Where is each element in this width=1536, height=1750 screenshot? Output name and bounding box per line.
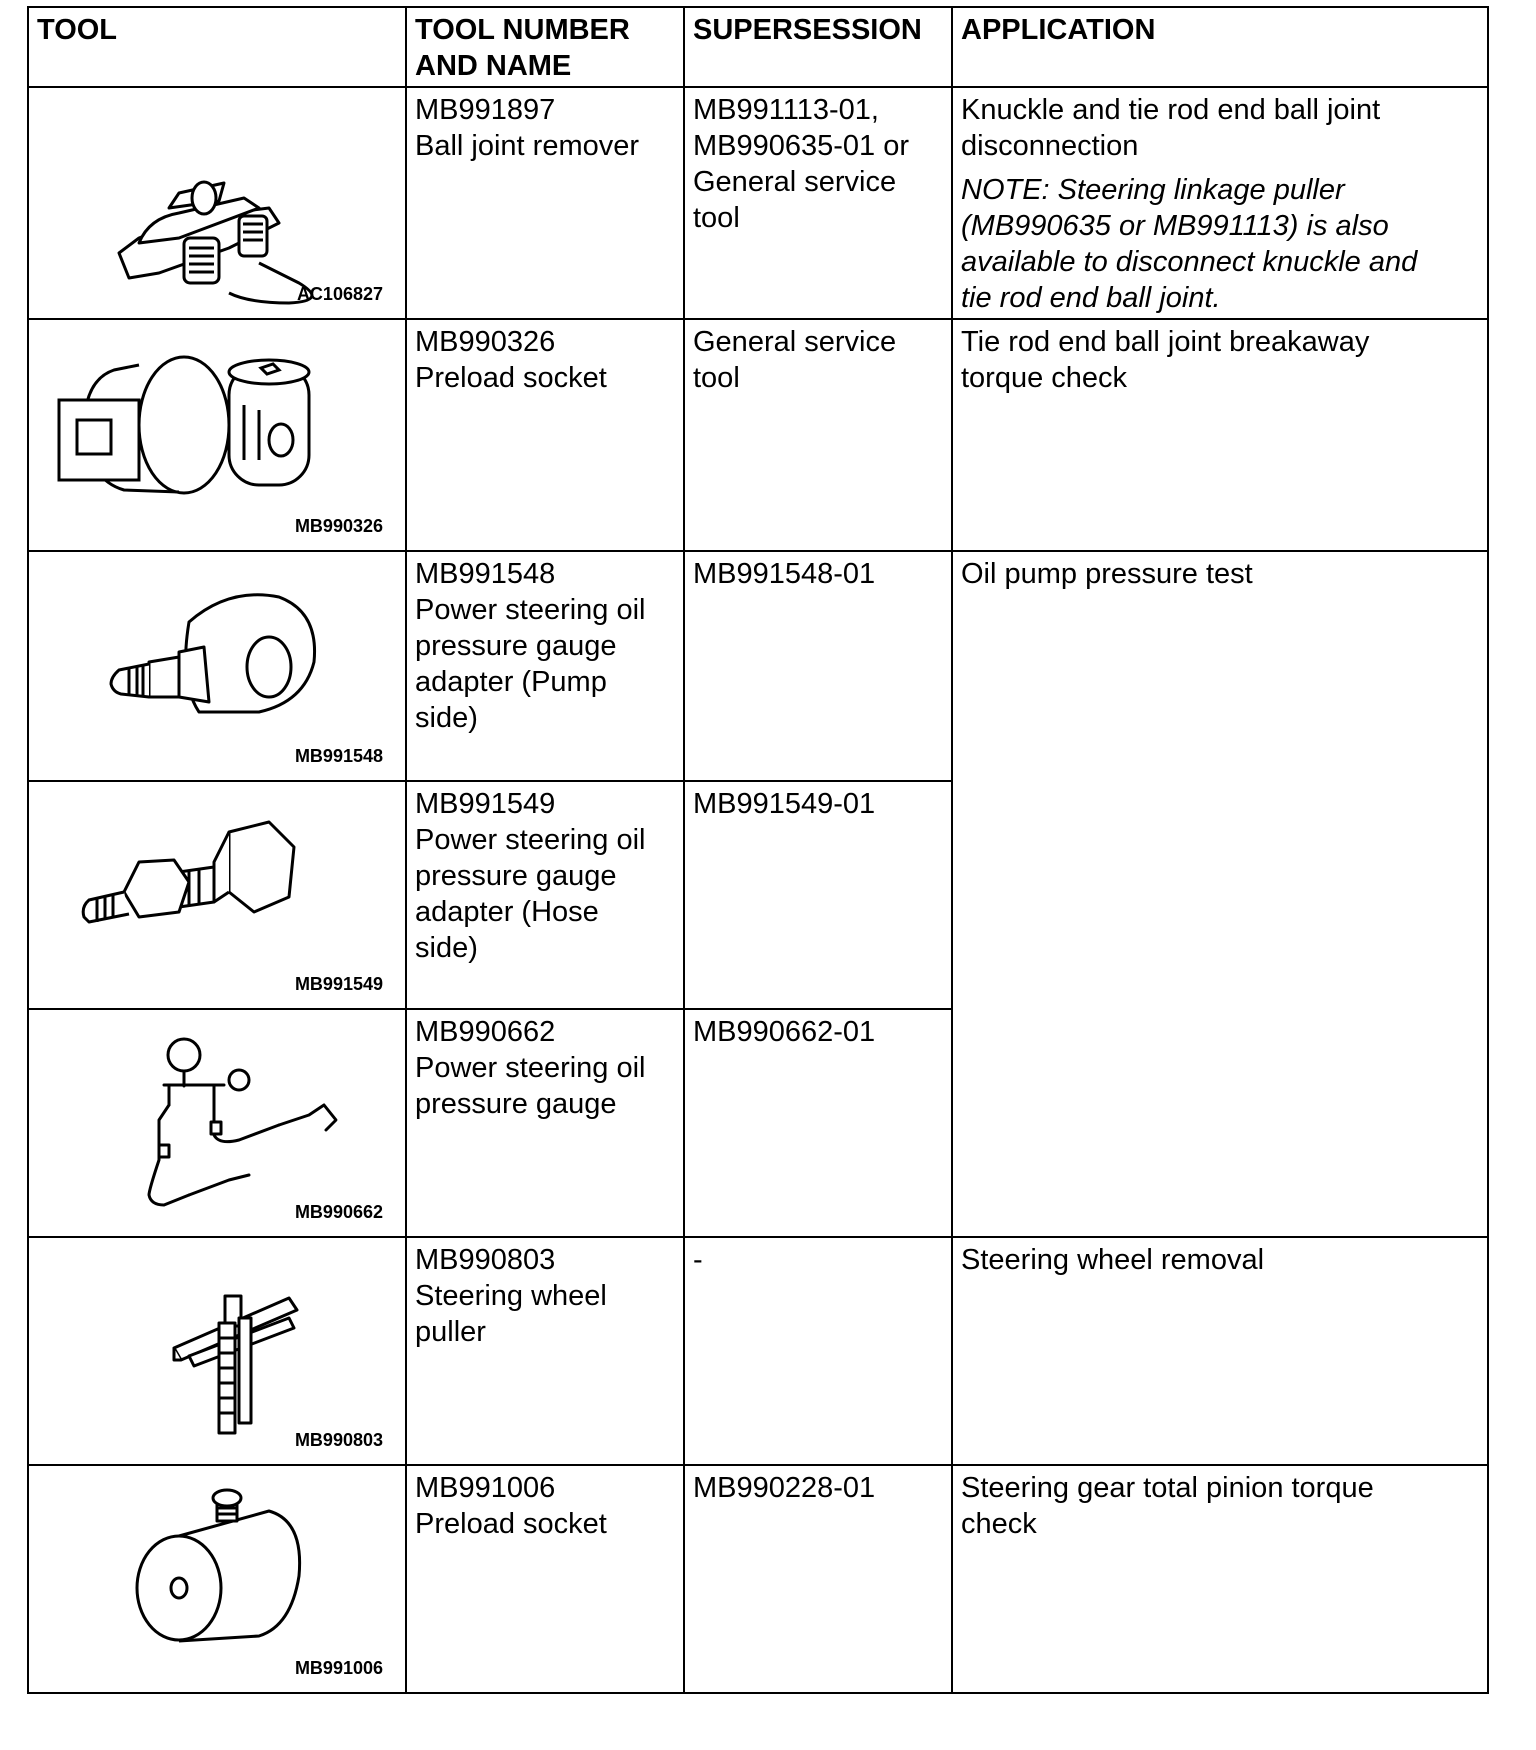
application-note <box>961 172 1479 316</box>
application-line: check <box>961 1508 1037 1540</box>
special-tools-table <box>27 6 1489 1694</box>
header-tool: TOOL <box>28 7 406 87</box>
application-cell <box>952 551 1488 1237</box>
tool-number: MB990662 <box>415 1016 556 1048</box>
tool-name-line: pressure gauge <box>415 630 617 662</box>
supersession-cell <box>684 1465 952 1693</box>
tool-number: MB990326 <box>415 326 556 358</box>
tool-name-line: side) <box>415 932 478 964</box>
tool-number-name-cell <box>406 1009 684 1237</box>
table-row <box>28 1237 1488 1465</box>
supersession-line: tool <box>693 362 740 394</box>
tool-illustration-cell <box>28 1465 406 1693</box>
tool-name: Ball joint remover <box>415 130 640 162</box>
tool-number-name-cell <box>406 551 684 781</box>
tool-name-line: side) <box>415 702 478 734</box>
tool-code: MB991549 <box>294 974 383 994</box>
supersession-line: MB991549-01 <box>693 788 876 820</box>
tool-code: MB990662 <box>294 1202 383 1222</box>
supersession-cell <box>684 87 952 319</box>
tool-code: MB991006 <box>294 1658 383 1678</box>
tool-number: MB991548 <box>415 558 556 590</box>
header-tool-number-name <box>406 7 684 87</box>
tool-number-name-cell <box>406 1465 684 1693</box>
tool-name-line: pressure gauge <box>415 1088 617 1120</box>
table-row <box>28 87 1488 319</box>
application-line: Steering wheel removal <box>961 1244 1265 1276</box>
header-row <box>28 7 1488 87</box>
supersession-cell <box>684 1009 952 1237</box>
supersession-line: - <box>693 1244 703 1276</box>
table-row <box>28 1465 1488 1693</box>
tool-name: Preload socket <box>415 362 607 394</box>
supersession-cell <box>684 781 952 1009</box>
tool-number-name-cell <box>406 781 684 1009</box>
tool-number: MB991897 <box>415 94 556 126</box>
supersession-line: MB990635-01 or <box>693 130 910 162</box>
tool-name-line: Steering wheel <box>415 1280 607 1312</box>
tool-code: MB990803 <box>294 1430 383 1450</box>
table-row <box>28 319 1488 551</box>
tool-number: MB991006 <box>415 1472 556 1504</box>
tool-name-line: Power steering oil <box>415 1052 646 1084</box>
application-cell <box>952 1465 1488 1693</box>
application-line: Oil pump pressure test <box>961 558 1253 590</box>
tool-code: AC106827 <box>296 284 383 304</box>
header-number-line2: AND NAME <box>415 50 572 82</box>
supersession-cell <box>684 1237 952 1465</box>
table-row <box>28 551 1488 781</box>
tool-illustration-cell <box>28 1237 406 1465</box>
header-supersession: SUPERSESSION <box>684 7 952 87</box>
tool-illustration-cell <box>28 87 406 319</box>
tool-number: MB990803 <box>415 1244 556 1276</box>
tool-name: Preload socket <box>415 1508 607 1540</box>
application-line: Knuckle and tie rod end ball joint <box>961 94 1381 126</box>
supersession-line: General service <box>693 166 897 198</box>
supersession-line: MB991113-01, <box>693 94 879 126</box>
application-cell <box>952 319 1488 551</box>
application-cell <box>952 1237 1488 1465</box>
application-cell <box>952 87 1488 319</box>
tool-number-name-cell <box>406 1237 684 1465</box>
header-application: APPLICATION <box>952 7 1488 87</box>
tool-number-name-cell <box>406 87 684 319</box>
tool-name-line: puller <box>415 1316 486 1348</box>
application-line: Tie rod end ball joint breakaway <box>961 326 1370 358</box>
note-line: (MB990635 or MB991113) is also <box>961 210 1389 242</box>
tool-illustration-cell <box>28 781 406 1009</box>
note-line: tie rod end ball joint. <box>961 282 1221 314</box>
supersession-line: MB990228-01 <box>693 1472 876 1504</box>
tool-code: MB991548 <box>294 746 383 766</box>
supersession-line: MB990662-01 <box>693 1016 876 1048</box>
application-line: torque check <box>961 362 1128 394</box>
supersession-line: tool <box>693 202 740 234</box>
application-line: Steering gear total pinion torque <box>961 1472 1374 1504</box>
tool-name-line: pressure gauge <box>415 860 617 892</box>
supersession-line: MB991548-01 <box>693 558 876 590</box>
tool-illustration-cell <box>28 551 406 781</box>
note-line: available to disconnect knuckle and <box>961 246 1418 278</box>
tool-name-line: Power steering oil <box>415 594 646 626</box>
tool-name-line: adapter (Pump <box>415 666 607 698</box>
tool-number: MB991549 <box>415 788 556 820</box>
tool-name-line: adapter (Hose <box>415 896 599 928</box>
header-number-line1: TOOL NUMBER <box>415 14 630 46</box>
supersession-line: General service <box>693 326 897 358</box>
tool-illustration-cell <box>28 1009 406 1237</box>
supersession-cell <box>684 551 952 781</box>
tool-code: MB990326 <box>294 516 383 536</box>
application-line: disconnection <box>961 130 1139 162</box>
tool-name-line: Power steering oil <box>415 824 646 856</box>
supersession-cell <box>684 319 952 551</box>
tool-illustration-cell <box>28 319 406 551</box>
note-line: NOTE: Steering linkage puller <box>961 174 1345 206</box>
tool-number-name-cell <box>406 319 684 551</box>
